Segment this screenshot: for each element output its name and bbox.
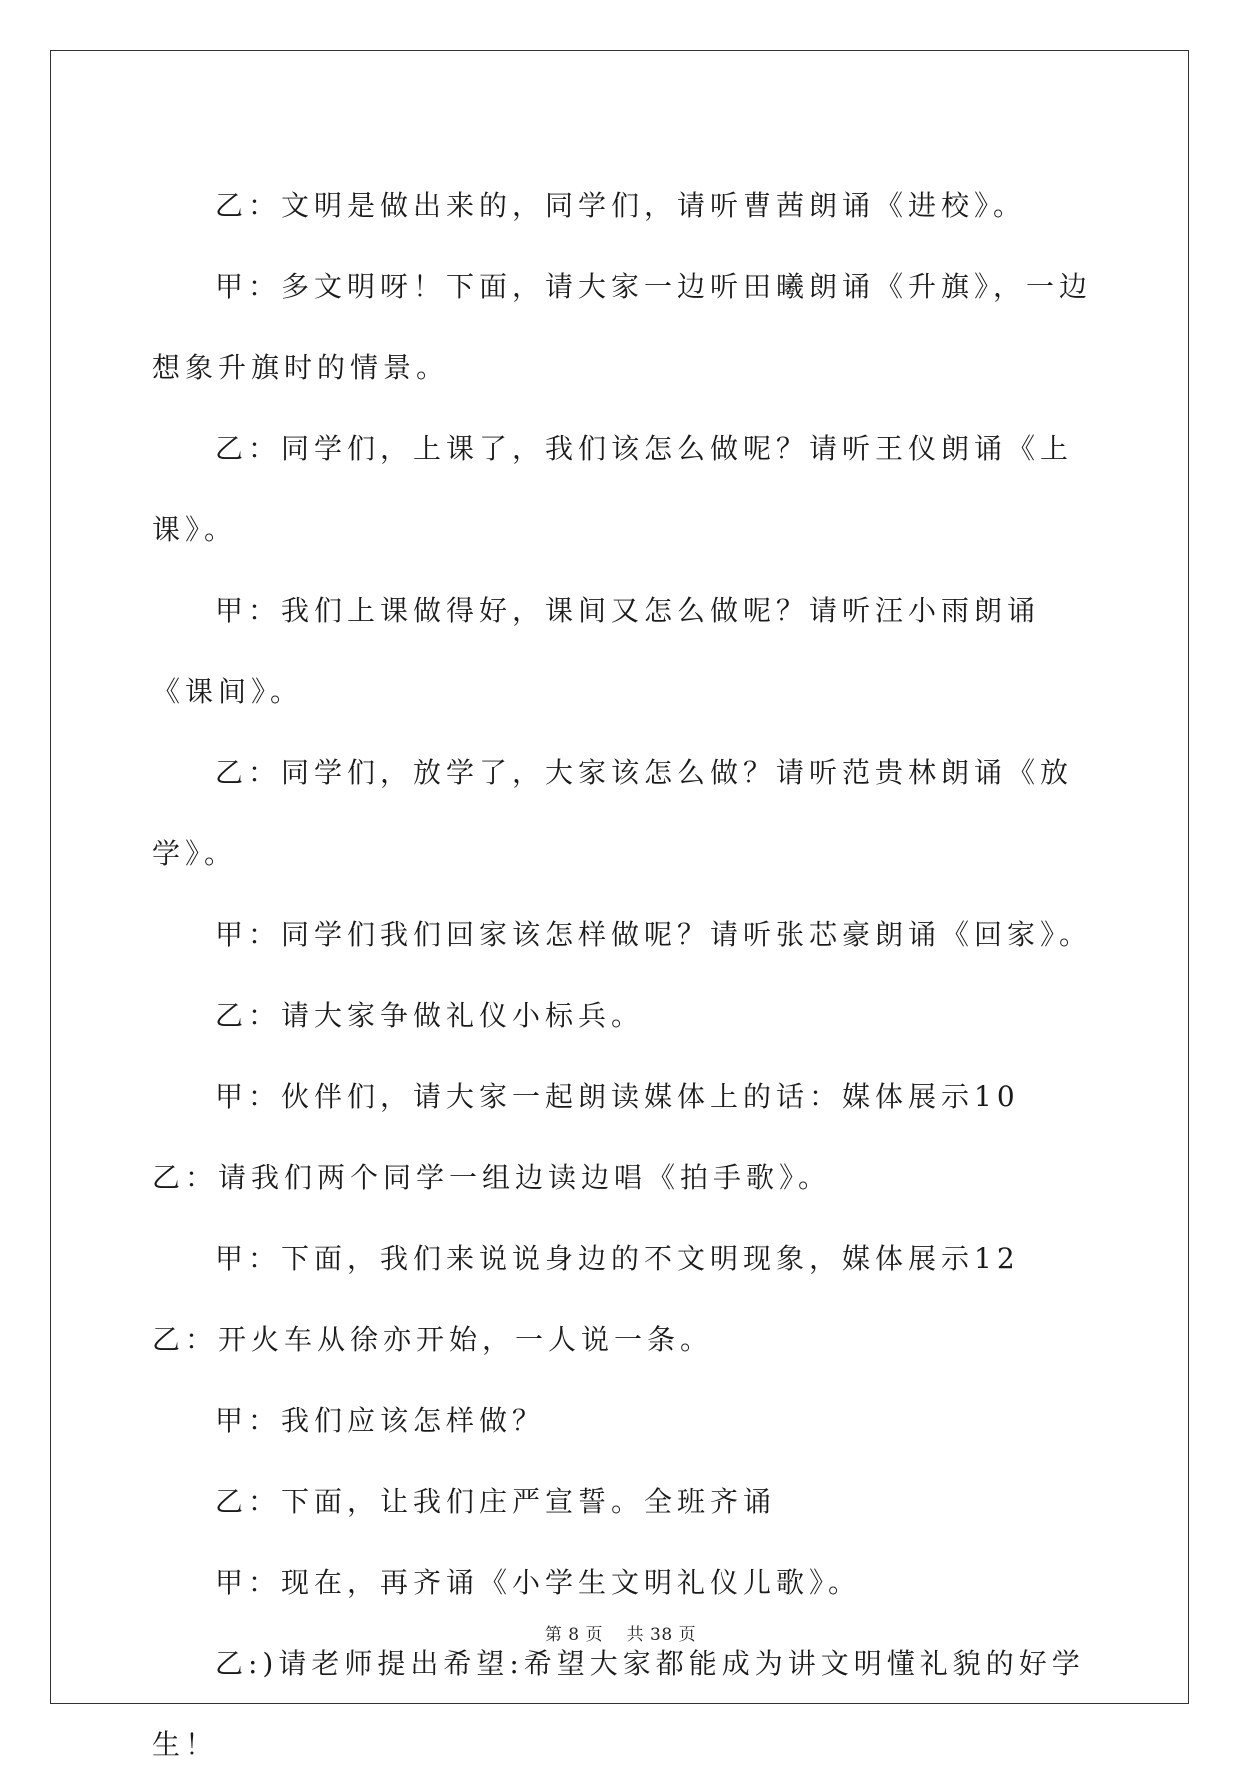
document-body <box>152 165 1092 1785</box>
paragraph: 乙：同学们，上课了，我们该怎么做呢？请听王仪朗诵《上课》。 <box>152 432 1074 546</box>
paragraph: 甲：伙伴们，请大家一起朗读媒体上的话：媒体展示10 乙：请我们两个同学一组边读边唱《拍手歌》。 <box>152 1080 1020 1194</box>
paragraph: 甲：现在，再齐诵《小学生文明礼仪儿歌》。 <box>215 1566 862 1599</box>
paragraph: 甲：同学们我们回家该怎样做呢？请听张芯豪朗诵《回家》。 <box>215 918 1093 951</box>
page-total: 共 38 页 <box>626 1625 697 1645</box>
paragraph: 乙:)请老师提出希望:希望大家都能成为讲文明懂礼貌的好学生！ <box>152 1647 1085 1761</box>
paragraph: 乙：下面，让我们庄严宣誓。全班齐诵 <box>215 1485 777 1518</box>
paragraph: 乙：请大家争做礼仪小标兵。 <box>215 999 645 1032</box>
paragraph: 甲：我们上课做得好，课间又怎么做呢？请听汪小雨朗诵《课间》。 <box>152 594 1041 708</box>
paragraph: 乙：同学们，放学了，大家该怎么做？请听范贵林朗诵《放学》。 <box>152 756 1074 870</box>
paragraph: 甲：下面，我们来说说身边的不文明现象，媒体展示12 乙：开火车从徐亦开始，一人说一条。 <box>152 1242 1020 1356</box>
paragraph: 甲：我们应该怎样做？ <box>215 1404 546 1437</box>
page-number: 第 8 页 <box>544 1625 604 1645</box>
page-footer <box>0 1620 1241 1645</box>
paragraph: 乙：文明是做出来的，同学们，请听曹茜朗诵《进校》。 <box>215 189 1027 222</box>
paragraph: 甲：多文明呀！下面，请大家一边听田曦朗诵《升旗》，一边想象升旗时的情景。 <box>152 270 1093 384</box>
